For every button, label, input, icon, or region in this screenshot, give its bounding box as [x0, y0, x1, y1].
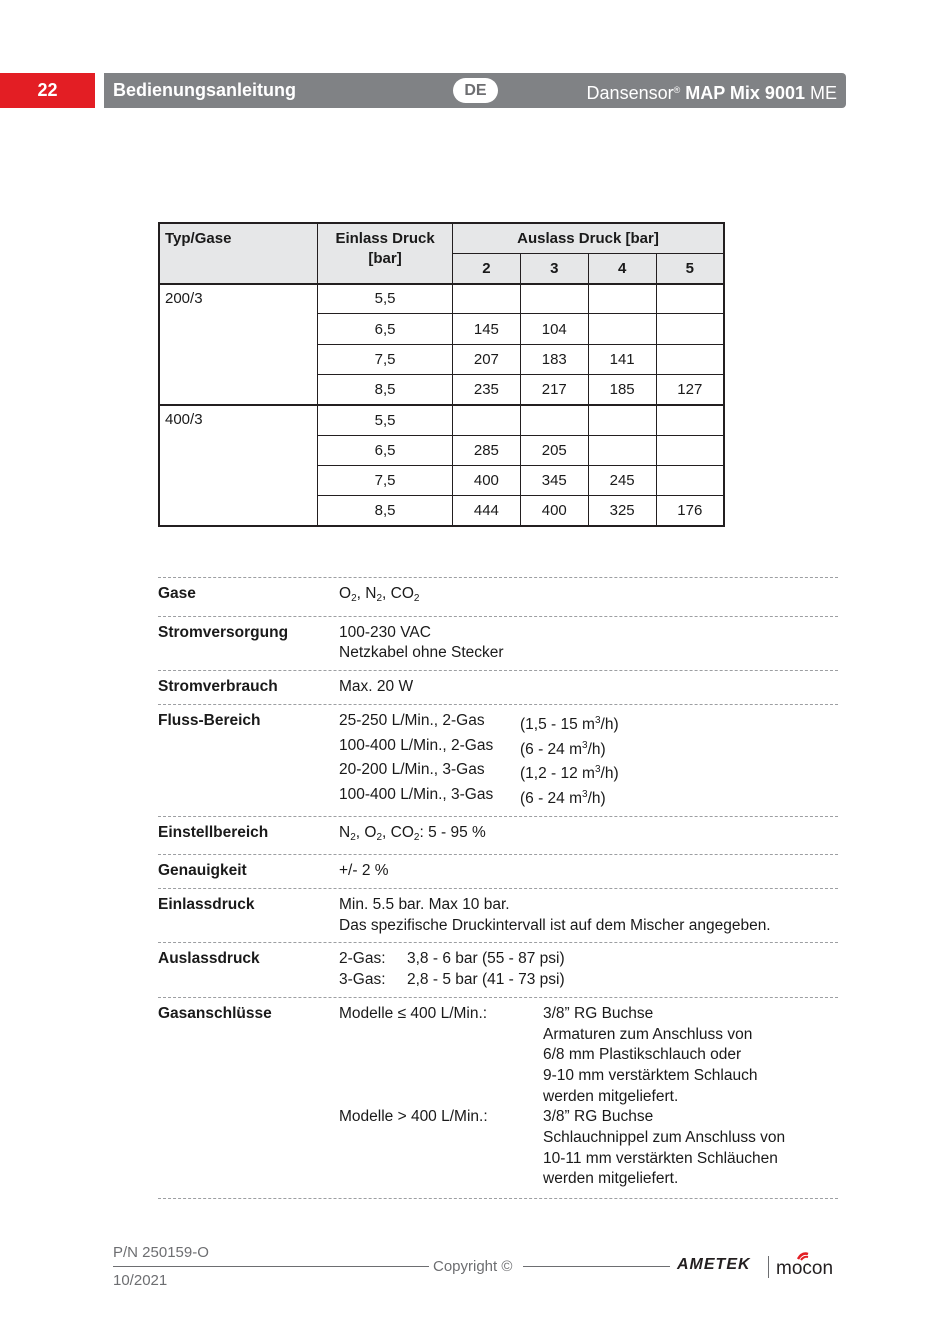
col-header-outlet-value: 3 — [520, 253, 588, 283]
col-header-type: Typ/Gase — [159, 223, 318, 284]
value-cell: 444 — [452, 496, 520, 526]
spec-row-gasanschluesse — [158, 997, 838, 1199]
value-cell — [656, 314, 724, 344]
inlet-cell: 5,5 — [318, 405, 453, 435]
spec-label: Gasanschlüsse — [158, 1004, 272, 1022]
inlet-cell: 7,5 — [318, 465, 453, 495]
value-cell: 104 — [520, 314, 588, 344]
inlet-cell: 7,5 — [318, 344, 453, 374]
spec-row-auslassdruck — [158, 942, 838, 996]
spec-label: Einstellbereich — [158, 823, 269, 841]
value-cell: 285 — [452, 435, 520, 465]
flow-table — [158, 222, 725, 527]
value-cell: 145 — [452, 314, 520, 344]
registered-mark: ® — [673, 85, 681, 95]
col-header-inlet: Einlass Druck [bar] — [318, 223, 453, 284]
value-cell — [520, 405, 588, 435]
inlet-cell: 8,5 — [318, 374, 453, 404]
type-cell: 200/3 — [159, 284, 318, 405]
document-title: Bedienungsanleitung — [113, 80, 297, 100]
footer-divider — [523, 1266, 670, 1267]
spec-row-genauigkeit — [158, 854, 838, 888]
col-header-outlet-value: 4 — [588, 253, 656, 283]
value-cell — [656, 405, 724, 435]
spec-row-stromversorgung — [158, 616, 838, 670]
value-cell — [452, 405, 520, 435]
col-header-outlet-value: 5 — [656, 253, 724, 283]
spec-label: Stromversorgung — [158, 623, 289, 641]
value-cell — [588, 405, 656, 435]
value-cell: 176 — [656, 496, 724, 526]
value-cell: 127 — [656, 374, 724, 404]
inlet-cell: 6,5 — [318, 435, 453, 465]
spec-value: Modelle ≤ 400 L/Min.: 3/8” RG Buchse Armaturen zum Anschluss von 6/8 mm Plastikschlauch oder 9-10 mm verstärktem Schlauch werden mitgeliefert. Modelle > 400 L/Min.: 3/8” RG Buchse Schlauchnippel zum Anschluss von 10-11 mm verstärkten Schläuchen werden mitgeliefert. — [339, 1004, 786, 1188]
spec-value: Max. 20 W — [339, 678, 414, 696]
spec-row-fluss — [158, 704, 838, 816]
inlet-cell: 6,5 — [318, 314, 453, 344]
spec-label: Einlassdruck — [158, 896, 255, 914]
spec-value: Min. 5.5 bar. Max 10 bar. Das spezifische Druckintervall ist auf dem Mischer angegeben. — [339, 896, 771, 934]
value-cell — [656, 435, 724, 465]
inlet-cell: 5,5 — [318, 284, 453, 314]
spec-label: Gase — [158, 585, 196, 602]
value-cell: 235 — [452, 374, 520, 404]
spec-row-stromverbrauch — [158, 670, 838, 704]
spec-label: Stromverbrauch — [158, 678, 278, 696]
product-suffix: ME — [810, 83, 837, 103]
spec-list — [158, 577, 838, 1199]
value-cell — [520, 284, 588, 314]
copyright: Copyright © — [433, 1258, 513, 1275]
type-cell: 400/3 — [159, 405, 318, 526]
mocon-logo — [776, 1250, 840, 1278]
inlet-cell: 8,5 — [318, 496, 453, 526]
part-number: P/N 250159-O — [113, 1244, 209, 1261]
logo-separator — [768, 1256, 769, 1278]
value-cell — [588, 435, 656, 465]
col-header-outlet-value: 2 — [452, 253, 520, 283]
footer-divider — [113, 1266, 429, 1267]
value-cell: 245 — [588, 465, 656, 495]
spec-value: 100-230 VAC Netzkabel ohne Stecker — [339, 623, 504, 662]
value-cell: 205 — [520, 435, 588, 465]
spec-row-einstellbereich — [158, 816, 838, 855]
value-cell: 400 — [520, 496, 588, 526]
page-number: 22 — [0, 73, 95, 108]
language-badge: DE — [453, 78, 498, 103]
value-cell: 345 — [520, 465, 588, 495]
spec-label: Auslassdruck — [158, 950, 260, 968]
value-cell — [656, 465, 724, 495]
value-cell: 400 — [452, 465, 520, 495]
value-cell: 325 — [588, 496, 656, 526]
value-cell: 185 — [588, 374, 656, 404]
value-cell — [656, 344, 724, 374]
spec-row-einlassdruck — [158, 888, 838, 942]
spec-row-gase — [158, 577, 838, 616]
spec-value: +/- 2 % — [339, 862, 389, 880]
value-cell: 141 — [588, 344, 656, 374]
product-brand: Dansensor — [586, 83, 674, 103]
spec-label: Genauigkeit — [158, 862, 247, 880]
spec-label: Fluss-Bereich — [158, 711, 261, 729]
document-date: 10/2021 — [113, 1272, 168, 1289]
spec-value: 25-250 L/Min., 2-Gas (1,5 - 15 $m^3/h$) 100-400 L/Min., 2-Gas (6 - 24 $m^3/h$) 20-200 L/Min., 3-Gas (1,2 - 12 $m^3/h$) 100-400 L/Min., 3-Gas (6 - 24 $m^3/h$) — [339, 711, 619, 807]
spec-value: $N_2$, $O_2$, $CO_2$: 5 - 95 % — [339, 823, 486, 843]
value-cell: 183 — [520, 344, 588, 374]
ametek-logo: AMETEK — [677, 1256, 751, 1273]
col-header-outlet: Auslass Druck [bar] — [452, 223, 724, 253]
value-cell — [452, 284, 520, 314]
product-name — [587, 73, 837, 108]
value-cell — [656, 284, 724, 314]
spec-value: 2-Gas: 3,8 - 6 bar (55 - 87 psi) 3-Gas: 2,8 - 5 bar (41 - 73 psi) — [339, 950, 565, 989]
product-model: MAP Mix 9001 — [685, 83, 805, 103]
table-row — [159, 405, 724, 435]
value-cell — [588, 314, 656, 344]
value-cell: 207 — [452, 344, 520, 374]
table-row — [159, 284, 724, 314]
value-cell — [588, 284, 656, 314]
value-cell: 217 — [520, 374, 588, 404]
spec-value: $O_2$, $N_2$, $CO_2$ — [339, 585, 420, 604]
mocon-logo-text: mocon — [776, 1258, 834, 1278]
